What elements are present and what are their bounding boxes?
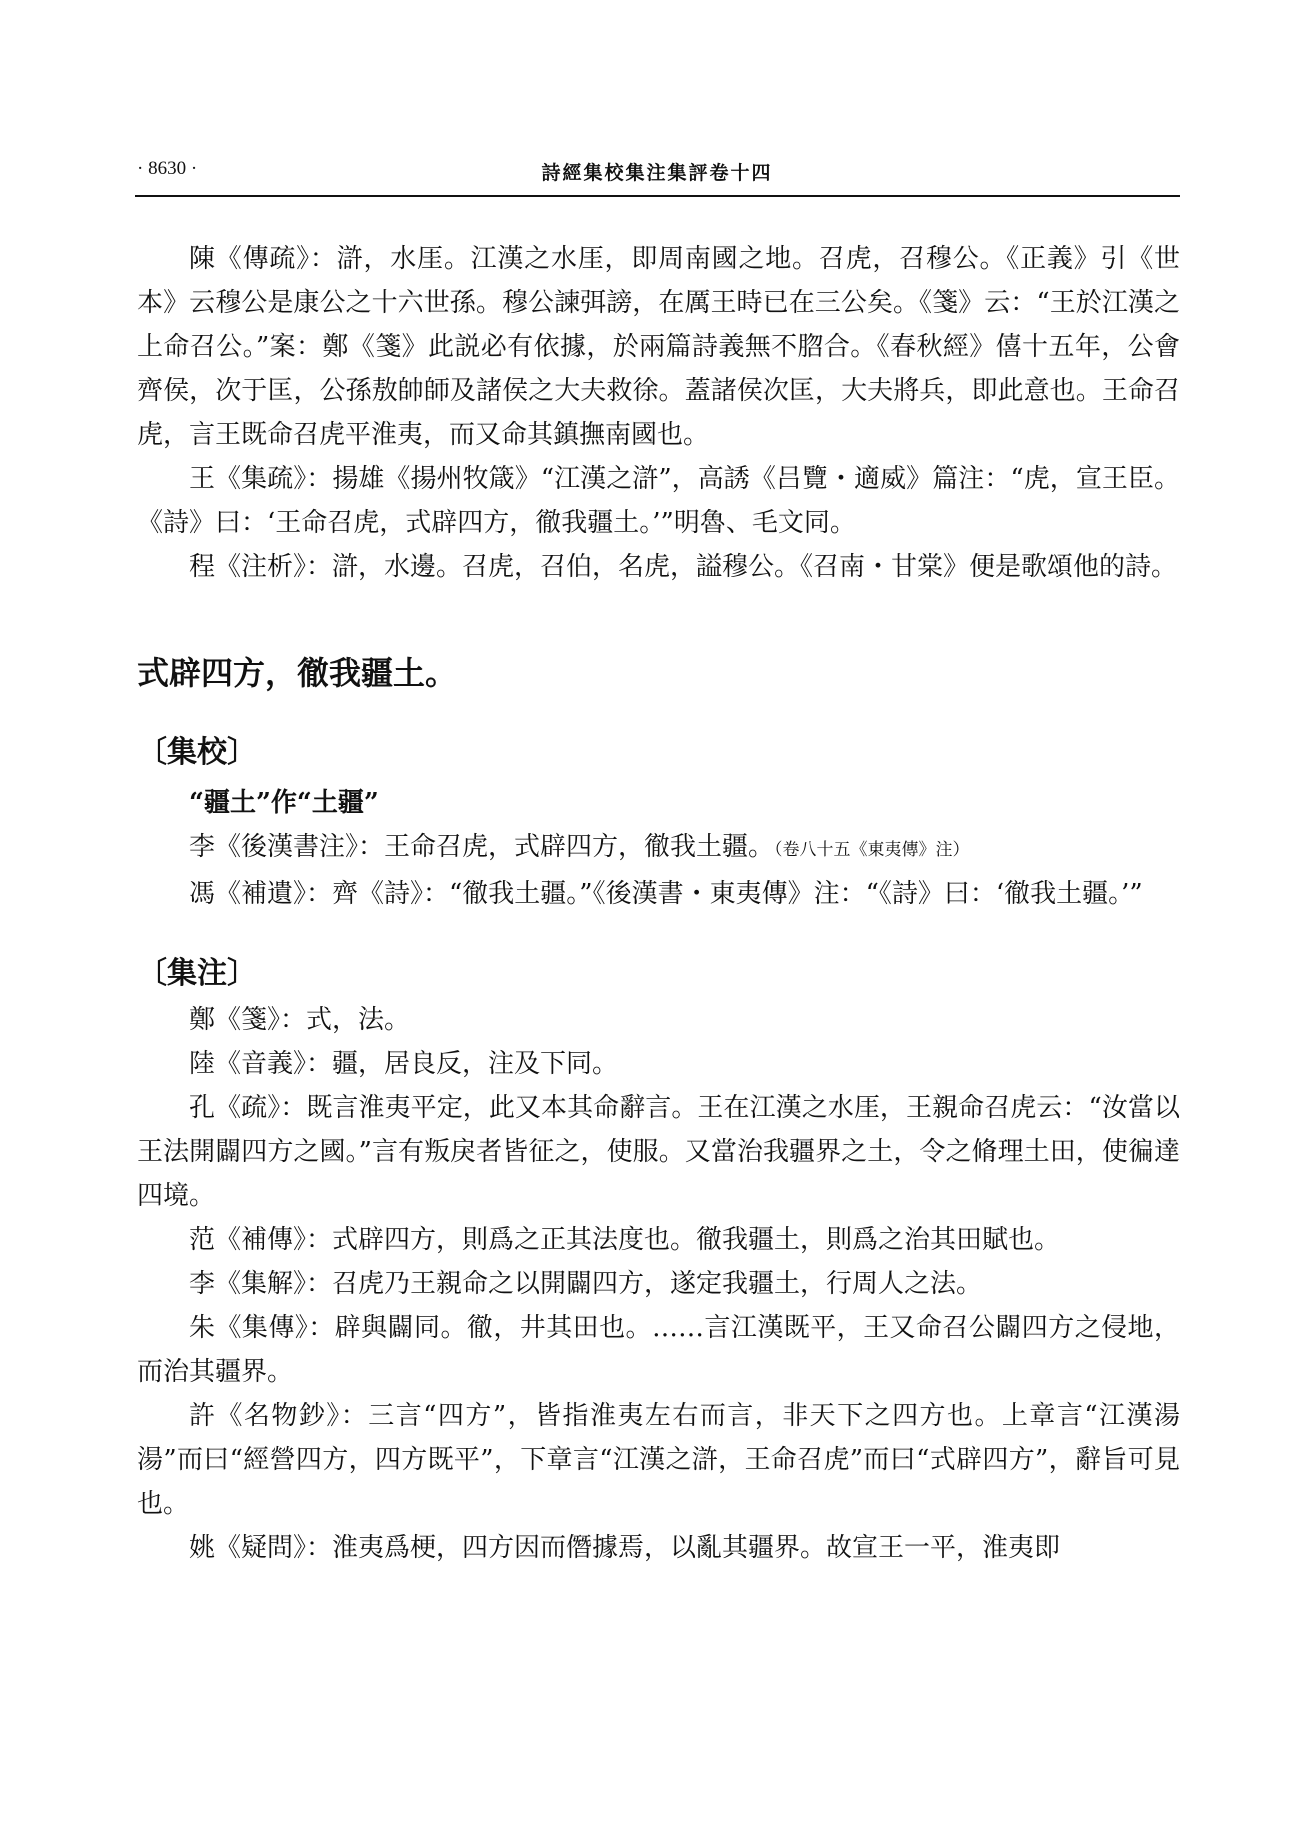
commentary-paragraph: 程《注析》：滸，水邊。召虎，召伯，名虎，謚穆公。《召南・甘棠》便是歌頌他的詩。 bbox=[189, 552, 1178, 582]
page-header bbox=[137, 158, 1177, 188]
page-body bbox=[137, 237, 1180, 1570]
annotation-entry: 孔《疏》：既言淮夷平定，此又本其命辭言。王在江漢之水厓，王親命召虎云：“汝當以王法開闢四方之國。”言有叛戾者皆征之，使服。又當治我疆界之土，令之脩理土田，使徧達四境。 bbox=[137, 1093, 1180, 1211]
annotation-entry: 范《補傳》：式辟四方，則爲之正其法度也。徹我疆土，則爲之治其田賦也。 bbox=[189, 1225, 1061, 1255]
running-title: 詩經集校集注集評卷十四 bbox=[541, 162, 773, 184]
annotation-entry: 姚《疑問》：淮夷爲梗，四方因而僭據焉，以亂其疆界。故宣王一平，淮夷即 bbox=[189, 1533, 1061, 1563]
collation-entry-text: 李《後漢書注》：王命召虎，式辟四方，徹我土疆。 bbox=[189, 832, 775, 862]
commentary-paragraph: 王《集疏》：揚雄《揚州牧箴》“江漢之滸”，高誘《吕覽・適威》篇注：“虎，宣王臣。《詩》曰：‘王命召虎，式辟四方，徹我疆土。’”明魯、毛文同。 bbox=[137, 464, 1180, 538]
collation-entry-note: （卷八十五《東夷傳》注） bbox=[774, 840, 970, 860]
commentary-paragraph: 陳《傳疏》：滸，水厓。江漢之水厓，即周南國之地。召虎，召穆公。《正義》引《世本》云穆公是康公之十六世孫。穆公諫弭謗，在厲王時已在三公矣。《箋》云：“王於江漢之上命召公。”案：鄭《箋》此説必有依據，於兩篇詩義無不脗合。《春秋經》僖十五年，公會齊侯，次于匡，公孫敖帥師及諸侯之大夫救徐。蓋諸侯次匡，大夫將兵，即此意也。王命召虎，言王既命召虎平淮夷，而又命其鎮撫南國也。 bbox=[137, 244, 1180, 450]
section-heading-jijiao: 〔集校〕 bbox=[137, 735, 257, 770]
collation-subheading: “疆土”作“土疆” bbox=[189, 788, 379, 818]
collation-entry bbox=[137, 825, 1180, 872]
annotation-entry: 朱《集傳》：辟與闢同。徹，井其田也。……言江漢既平，王又命召公闢四方之侵地，而治其疆界。 bbox=[137, 1313, 1180, 1387]
header-rule bbox=[135, 195, 1180, 197]
collation-entry-text: 馮《補遺》：齊《詩》：“徹我土疆。”《後漢書・東夷傳》注：“《詩》曰：‘徹我土疆。’” bbox=[189, 879, 1143, 909]
annotation-entry: 李《集解》：召虎乃王親命之以開闢四方，遂定我疆土，行周人之法。 bbox=[189, 1269, 983, 1299]
collation-entry bbox=[137, 872, 1180, 916]
annotation-entry: 陸《音義》：疆，居良反，注及下同。 bbox=[189, 1049, 619, 1079]
verse-line: 式辟四方，徹我疆土。 bbox=[137, 654, 458, 692]
annotation-entry: 許《名物鈔》：三言“四方”，皆指淮夷左右而言，非天下之四方也。上章言“江漢湯湯”而曰“經營四方，四方既平”，下章言“江漢之滸，王命召虎”而曰“式辟四方”，辭旨可見也。 bbox=[137, 1401, 1180, 1519]
page-number: · 8630 · bbox=[137, 158, 198, 179]
section-heading-jizhu: 〔集注〕 bbox=[137, 956, 257, 991]
annotation-entry: 鄭《箋》：式，法。 bbox=[189, 1005, 411, 1035]
